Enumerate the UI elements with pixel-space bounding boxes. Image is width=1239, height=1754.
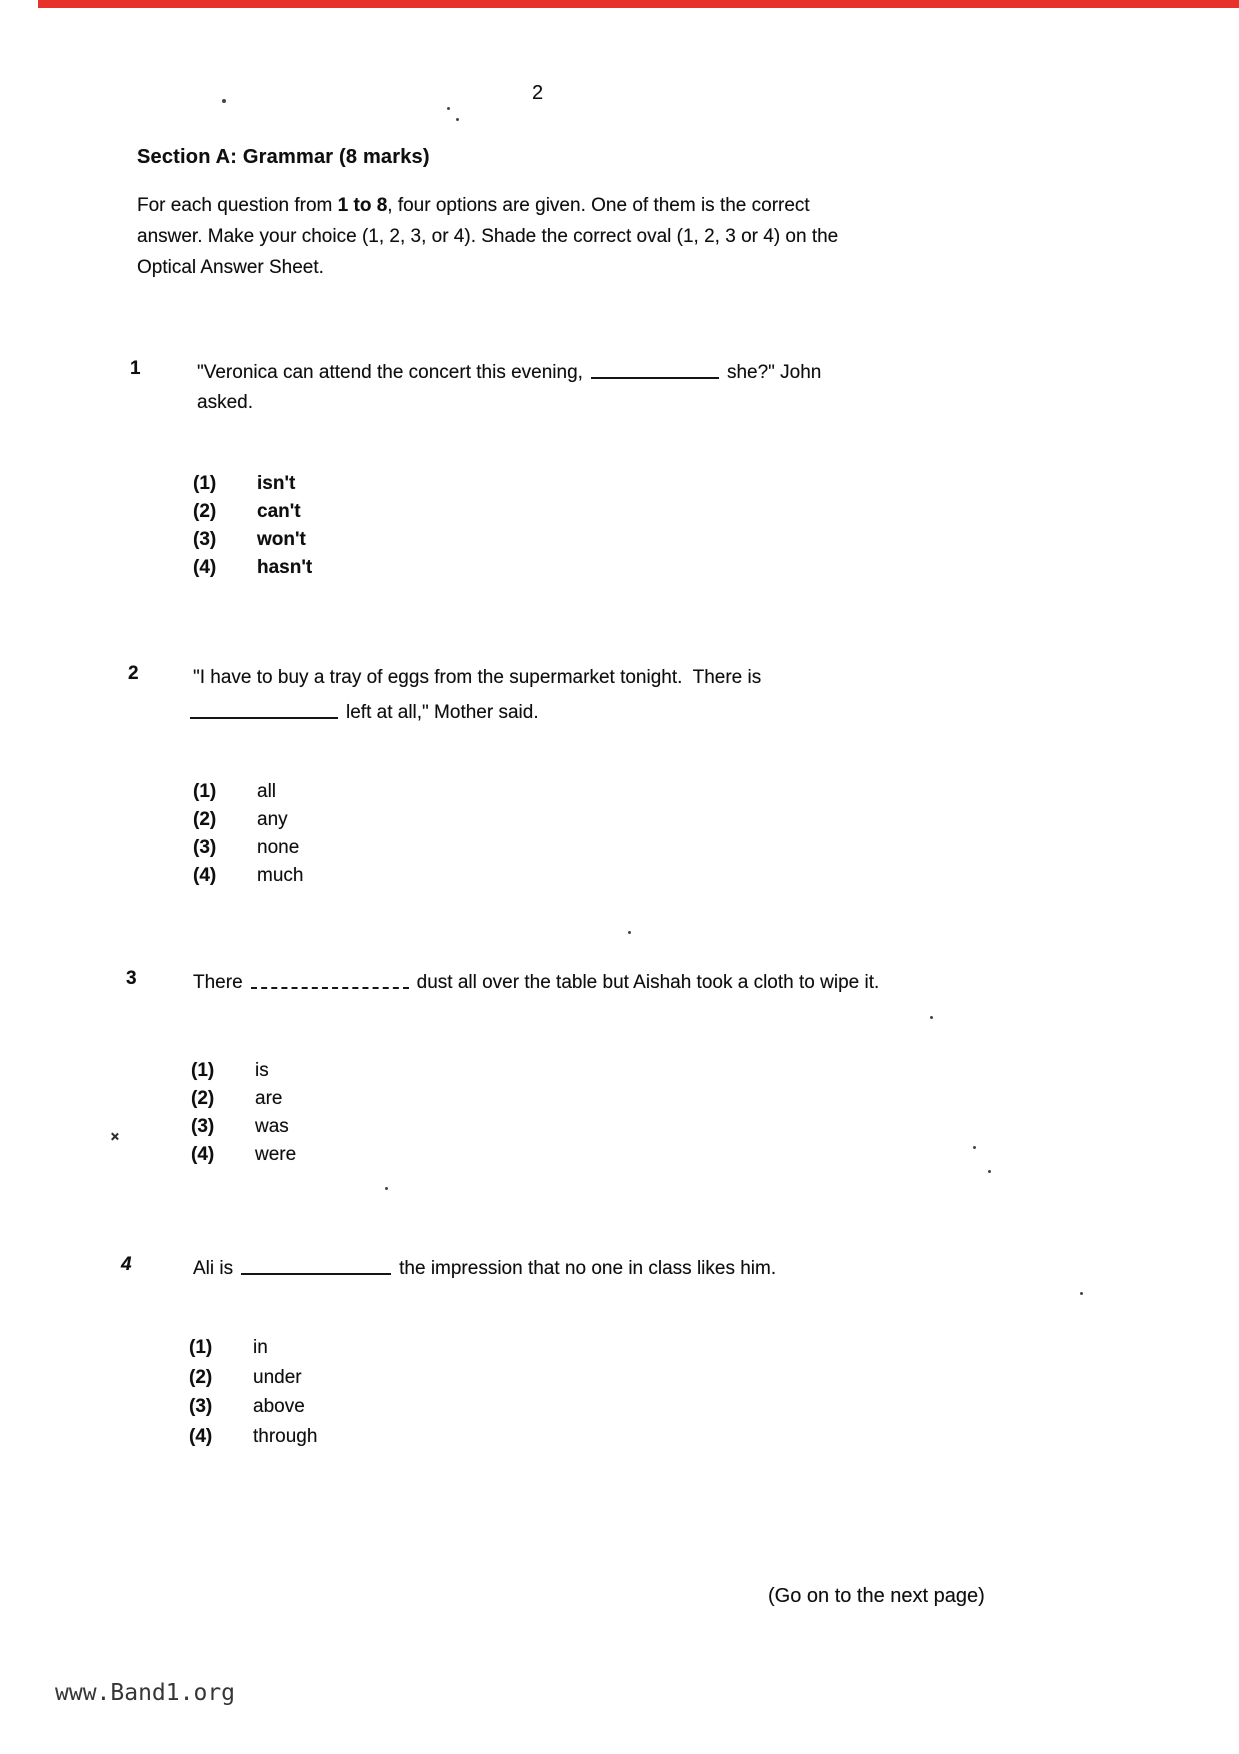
answer-blank [241, 1256, 391, 1275]
scan-artifact-dot [973, 1146, 976, 1149]
option-number: (1) [193, 473, 217, 494]
instructions-line1-post: , four options are given. One of them is the correct [387, 195, 810, 216]
option-number: (2) [191, 1088, 215, 1109]
option-row [193, 865, 303, 893]
question-2-text-line1: "I have to buy a tray of eggs from the supermarket tonight. There is [193, 667, 762, 688]
question-4-number: 4 [121, 1254, 132, 1275]
question-4-text-pre: Ali is [193, 1258, 234, 1279]
option-row [193, 837, 303, 865]
option-label: through [253, 1425, 318, 1447]
page-number: 2 [532, 82, 544, 104]
option-row [193, 529, 312, 557]
option-number: (2) [193, 501, 217, 522]
scan-artifact-dot [456, 118, 459, 121]
option-row [193, 781, 303, 809]
option-label: isn't [257, 473, 296, 494]
answer-blank [591, 360, 719, 379]
option-number: (1) [191, 1060, 215, 1081]
question-3-text-post: dust all over the table but Aishah took a cloth to wipe it. [416, 972, 880, 993]
option-row [193, 473, 312, 501]
question-4-text [193, 1254, 1073, 1284]
option-number: (2) [189, 1366, 213, 1388]
question-2-options [193, 781, 303, 893]
question-1-text-pre: "Veronica can attend the concert this evening, [197, 362, 583, 383]
scan-artifact-cross [110, 1132, 119, 1141]
option-label: above [253, 1396, 305, 1417]
option-number: (3) [189, 1396, 213, 1417]
option-label: is [255, 1060, 269, 1081]
option-number: (3) [193, 529, 217, 550]
question-3-text [193, 968, 1073, 998]
scan-artifact-dot [222, 99, 226, 103]
option-number: (1) [193, 781, 217, 802]
scan-artifact-dot [1080, 1292, 1083, 1295]
option-number: (3) [191, 1116, 215, 1137]
option-label: were [255, 1144, 297, 1165]
scan-artifact-dot [385, 1187, 388, 1190]
option-label: in [253, 1337, 268, 1358]
question-3-number: 3 [126, 968, 137, 989]
option-label: won't [257, 529, 306, 550]
option-row [189, 1367, 317, 1397]
option-row [191, 1060, 296, 1088]
question-1-text-line2: asked. [197, 392, 253, 413]
section-instructions [137, 190, 977, 283]
scan-artifact-dot [447, 107, 450, 110]
question-4-text-post: the impression that no one in class likes him. [399, 1258, 777, 1279]
option-number: (3) [193, 837, 217, 858]
question-1-text [197, 358, 1077, 418]
answer-blank [251, 970, 409, 989]
option-number: (2) [193, 809, 217, 830]
option-label: any [257, 809, 288, 830]
instructions-line3: Optical Answer Sheet. [137, 257, 324, 278]
option-label: none [257, 837, 300, 858]
option-label: under [253, 1366, 302, 1388]
question-1-number: 1 [130, 358, 141, 379]
question-3-options [191, 1060, 296, 1172]
question-1-text-post: she?" John [726, 362, 822, 383]
watermark-url: www.Band1.org [55, 1680, 236, 1706]
option-row [193, 557, 312, 585]
option-label: hasn't [257, 557, 313, 578]
option-row [191, 1144, 296, 1172]
instructions-line1-pre: For each question from [137, 195, 338, 216]
option-label: all [257, 781, 277, 802]
option-label: can't [257, 501, 301, 522]
question-3-text-pre: There [193, 972, 243, 993]
option-row [193, 809, 303, 837]
option-number: (4) [191, 1144, 215, 1165]
option-number: (1) [189, 1337, 213, 1358]
scan-artifact-dot [988, 1170, 991, 1173]
question-4-options [189, 1337, 317, 1455]
go-on-next-page-note: (Go on to the next page) [768, 1585, 985, 1607]
instructions-line1-bold: 1 to 8 [337, 195, 388, 216]
option-number: (4) [193, 865, 217, 886]
option-row [189, 1426, 317, 1456]
section-title: Section A: Grammar (8 marks) [137, 146, 430, 168]
option-label: was [255, 1116, 289, 1137]
question-2-number: 2 [128, 663, 139, 684]
option-label: much [257, 865, 304, 886]
scan-artifact-dot [628, 931, 631, 934]
question-2-text-line2 [190, 698, 1070, 728]
option-row [189, 1396, 317, 1426]
scan-artifact-dot [930, 1016, 933, 1019]
option-row [191, 1088, 296, 1116]
option-label: are [255, 1088, 283, 1109]
option-row [189, 1337, 317, 1367]
option-number: (4) [189, 1425, 213, 1447]
answer-blank [190, 700, 338, 719]
question-2-text-post: left at all," Mother said. [346, 702, 539, 723]
option-number: (4) [193, 557, 217, 578]
option-row [193, 501, 312, 529]
question-1-options [193, 473, 312, 585]
instructions-line2: answer. Make your choice (1, 2, 3, or 4). Shade the correct oval (1, 2, 3 or 4) on the [137, 226, 839, 247]
option-row [191, 1116, 296, 1144]
